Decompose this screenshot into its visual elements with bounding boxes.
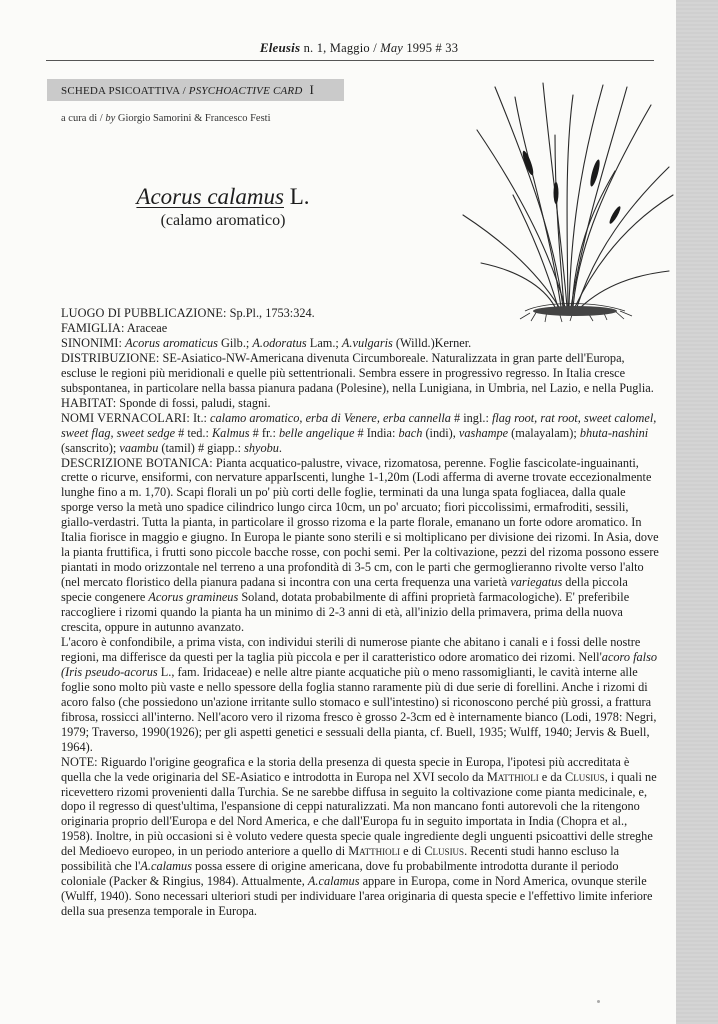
byline-by: by xyxy=(105,113,116,124)
section-distribution: DISTRIBUZIONE: SE-Asiatico-NW-Americana divenuta Circumboreale. Naturalizzata in gran parte dell'Europa, escluse le regioni più meridionali e quelle più settentrionali. Sembra essere in progressivo regresso. In Italia cresce subspontanea, in particolare nella bassa pianura padana (Polesine), nella Lunigiana, in Umbria, nel Lazio, e nella Puglia. xyxy=(61,350,654,395)
journal-logo: Eleusis xyxy=(259,40,301,55)
section-notes: NOTE: Riguardo l'origine geografica e la storia della presenza di questa specie in Europa, l'ipotesi più accreditata è quella che la vede originaria del SE-Asiatico e introdotta in Europa nel XVI secolo da Matthioli e da Clusius, i quali ne ricevettero rizomi provenienti dalla Turchia. Se ne sarebbe diffusa in seguito la coltivazione come pianta medicinale, e, dopo il regresso di quest'ultima, l'espansione di ceppi naturalizzati. Ma non mancano fonti autorevoli che la ritengono originaria proprio dell'Europa e del Nord America, e che dall'Europa fu in seguito importata in India (Chopra et al., 1958). Inoltre, in più occasioni si è voluto vedere questa specie quale ingrediente degli unguenti psicoattivi delle streghe del Medioevo europeo, in un periodo anteriore a quello di Matthioli e di Clusius. Recenti studi hanno escluso la possibilità che l'A.calamus possa essere di origine americana, dove fu probabilmente introdotta durante il periodo coloniale (Packer & Ringius, 1984). Attualmente, A.calamus appare in Europa, come in Nord America, ovunque sterile (Wulff, 1940). Sono necessari ulteriori studi per individuare l'area originaria di questa specie e l'effettivo limite inferiore della sua presenza temporale in Europa. xyxy=(61,754,657,919)
card-body xyxy=(61,306,661,919)
scientific-name: Acorus calamus L. xyxy=(136,184,310,209)
common-name: (calamo aromatico) xyxy=(160,212,286,229)
section-family: FAMIGLIA: Araceae xyxy=(61,320,168,335)
byline xyxy=(61,113,270,124)
species-title xyxy=(118,184,328,230)
section-habitat: HABITAT: Sponde di fossi, paludi, stagni. xyxy=(61,395,271,410)
year-page: 1995 # 33 xyxy=(406,41,459,55)
section-botanical-description: DESCRIZIONE BOTANICA: Pianta acquatico-palustre, vivace, rizomatosa, perenne. Foglie fascicolate-inguainanti, crette o ricurve, ensiformi, con nervature apparIscenti, lunghe 1-1,20m (Lodi afferma di averne trovate eccezionalmente lunghe fino a m. 1,70). Scapi florali un po' più corti delle foglie, terminati da una lunga spata fogliacea, dalla quale sporge verso la metà uno spadice cilindrico lungo circa 10cm, un po' arcuato; fiori piccolissimi, ermafroditi, sessili, giallo-verdastri. Tutta la pianta, in particolare il grosso rizoma e la parte florale, emanano un forte odore aromatico. In Italia fiorisce in maggio e giugno. In Europa le piante sono sterili e si moltiplicano per divisione dei rizomi. In Asia, dove la pianta fruttifica, i frutti sono piccole bacche rosse, con pochi semi. Per la coltivazione, pezzi del rizoma possono essere piantati in modo orizzontale nel terreno a una profondità di 3-5 cm, con le parti che germoglieranno rivolte verso l'alto (nel mercato floristico della pianura padana si incontra con una certa frequenza una varietà variegatus della piccola specie congenere Acorus gramineus Soland, dotata probabilmente di affini proprietà farmacologiche). E' preferibile raccogliere i rizomi quando la pianta ha un minimo di 2-3 anni di età, all'inizio della primavera, prima della nuova crescita, oppure in autunno avanzato. xyxy=(61,455,659,635)
card-label-bar xyxy=(47,79,344,101)
card-label: SCHEDA PSICOATTIVA / xyxy=(61,85,189,97)
card-label-en: PSYCHOACTIVE CARD xyxy=(188,85,303,97)
header-rule xyxy=(46,60,654,61)
section-vernacular-names: NOMI VERNACOLARI: It.: calamo aromatico, erba di Venere, erba cannella # ingl.: flag root, rat root, sweet calomel, sweet flag, sweet sedge # ted.: Kalmus # fr.: belle angelique # India: bach (indi), vashampe (malayalam); bhuta-nashini (sanscrito); vaambu (tamil) # giapp.: shyobu. xyxy=(61,410,657,455)
byline-prefix: a cura di / xyxy=(61,113,106,124)
section-synonyms: SINONIMI: Acorus aromaticus Gilb.; A.odoratus Lam.; A.vulgaris (Willd.)Kerner. xyxy=(61,335,472,350)
byline-authors: Giorgio Samorini & Francesco Festi xyxy=(115,113,271,124)
issue-number: n. 1, Maggio / xyxy=(303,41,381,55)
section-publication: LUOGO DI PUBBLICAZIONE: Sp.Pl., 1753:324. xyxy=(61,306,315,320)
scan-speck xyxy=(597,1000,600,1003)
issue-month-en: May xyxy=(380,41,404,55)
acorus-calamus-plant-drawing-icon xyxy=(455,75,680,325)
scanned-page-edge xyxy=(676,0,718,1024)
section-confusable-species: L'acoro è confondibile, a prima vista, con individui sterili di numerose piante che abitano i canali e i fossi delle nostre regioni, ma differisce da questi per la taglia più piccola e per il caratteristico odore aromatico dei rizomi. Nell'acoro falso (Iris pseudo-acorus L., fam. Iridaceae) e nelle altre piante acquatiche più o meno rassomiglianti, le cavità interne alle foglie sono molto più vaste e nello spessore della foglia stanno raramente più di due serie di forellini. Anche i rizomi di acoro falso (che possiedono un'azione irritante sullo stomaco e sull'intestino) si riconoscono perché più grossi, a frattura fibrosa, rossicci all'interno. Nell'acoro vero il rizoma fresco è grosso 2-3cm ed è internamente bianco (Lodi, 1978: Negri, 1979; Traverso, 1990(1926); per gli aspetti genetici e sessuali della pianta, cf. Buell, 1935; Wulff, 1940; Jervis & Buell, 1964). xyxy=(61,634,658,754)
running-header xyxy=(0,40,718,56)
card-number: I xyxy=(309,82,314,97)
